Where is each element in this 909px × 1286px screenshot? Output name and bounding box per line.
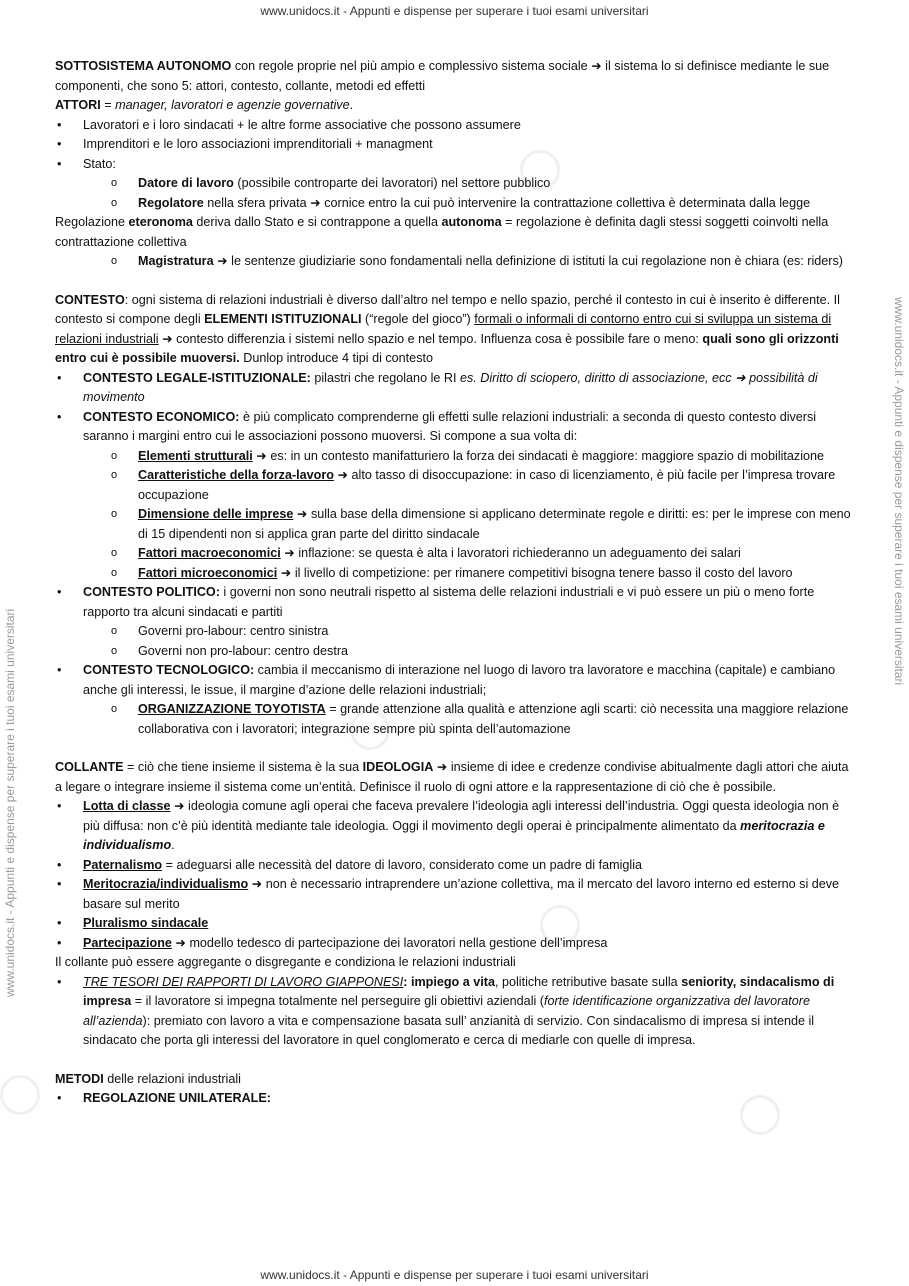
list-item <box>55 856 855 876</box>
term: SOTTOSISTEMA AUTONOMO <box>55 59 232 73</box>
paragraph <box>55 1070 855 1090</box>
text: Dunlop introduce 4 tipi di contesto <box>239 351 433 365</box>
list-item <box>55 447 855 467</box>
text: pilastri che regolano le RI <box>310 370 460 385</box>
list-item <box>55 875 855 914</box>
text: es. Diritto di sciopero, diritto di associazione, ecc ➜ possibilità di movimento <box>83 370 818 404</box>
list-item <box>55 408 855 447</box>
paragraph <box>55 291 855 369</box>
list-item <box>55 466 855 505</box>
term: Magistratura <box>138 254 214 268</box>
text: (possibile controparte dei lavoratori) nel settore pubblico <box>233 176 551 190</box>
list-item <box>55 1089 855 1109</box>
watermark-logo-icon <box>0 1075 40 1115</box>
list-item <box>55 252 855 272</box>
term: Partecipazione <box>83 935 172 950</box>
term: : impiego a vita <box>403 974 495 989</box>
text: ➜ il livello di competizione: per rimanere competitivi bisogna tenere basso il costo del lavoro <box>277 565 793 580</box>
page-header <box>0 4 909 18</box>
term: seniority, sindacalismo di impresa <box>83 974 835 1008</box>
text: i governi non sono neutrali rispetto al sistema delle relazioni industriali e vi può essere un più o meno forte rapporto tra alcuni sindacati e partiti <box>83 585 815 619</box>
list-item <box>55 369 855 408</box>
term: autonoma <box>441 215 502 229</box>
term: CONTESTO <box>55 292 125 307</box>
term: Fattori macroeconomici <box>138 546 281 560</box>
term: quali sono gli orizzonti entro cui è possibile muoversi. <box>55 331 839 365</box>
text: deriva dallo Stato e si contrappone a quella <box>192 215 442 229</box>
text: . <box>171 838 175 852</box>
paragraph <box>55 213 855 252</box>
term: Elementi strutturali <box>138 448 253 463</box>
text: delle relazioni industriali <box>103 1071 241 1086</box>
term: CONTESTO POLITICO: <box>83 585 220 599</box>
text: ➜ le sentenze giudiziarie sono fondamentali nella definizione di istituti la cui regolazione non è chiara (es: riders) <box>213 254 843 268</box>
page-footer <box>0 1268 909 1282</box>
list-item <box>55 700 855 739</box>
text: = il lavoratore si impegna totalmente nel perseguire gli obiettivi aziendali ( <box>131 994 544 1008</box>
list <box>55 252 855 272</box>
text: ➜ alto tasso di disoccupazione: in caso di licenziamento, è più facile per l’impresa trovare occupazione <box>138 468 836 502</box>
text: ➜ contesto differenzia i sistemi nello spazio e nel tempo. Influenza cosa è possibile fare o meno: <box>158 331 703 346</box>
text: ➜ insieme di idee e credenze condivise abitualmente dagli attori che aiuta a legare o integrare insieme il sistema come un’entità. Definisce il ruolo di ogni attore e la rappresentazione di ciò che è possibile. <box>55 760 849 794</box>
term: TRE TESORI DEI RAPPORTI DI LAVORO GIAPPONESI <box>83 974 404 989</box>
text: ➜ es: in un contesto manifatturiero la forza dei sindacati è maggiore: maggiore spazio di mobilitazione <box>252 448 825 463</box>
text: ): premiato con lavoro a vita e compensazione basata sull’ anzianità di servizio. Con sindacalismo di impresa si intende il sindacato che porta gli interessi del lavoratore in quel conglomerato e cerca di mediarle con quelle di impresa. <box>83 1013 815 1047</box>
paragraph <box>55 758 855 797</box>
list <box>55 973 855 1051</box>
term: Regolatore <box>138 195 204 210</box>
text: meritocrazia e individualismo <box>83 818 825 852</box>
list-item: • Stato: <box>55 155 855 175</box>
list-item <box>55 973 855 1051</box>
term: REGOLAZIONE UNILATERALE: <box>83 1091 271 1105</box>
term: Caratteristiche della forza-lavoro <box>138 468 334 482</box>
text: nella sfera privata ➜ cornice entro la cui può intervenire la contrattazione collettiva è determinata dalla legge <box>203 195 811 210</box>
term: ORGANIZZAZIONE TOYOTISTA <box>138 702 326 716</box>
text: = regolazione è definita dagli stessi soggetti coinvolti nella contrattazione collettiva <box>55 215 829 249</box>
list-item: • Imprenditori e le loro associazioni imprenditoriali + managment <box>55 135 855 155</box>
list <box>55 797 855 953</box>
text: ➜ inflazione: se questa è alta i lavoratori richiederanno un adeguamento dei salari <box>280 546 741 560</box>
header-text: www.unidocs.it - Appunti e dispense per superare i tuoi esami universitari <box>260 4 649 18</box>
footer-text: www.unidocs.it - Appunti e dispense per superare i tuoi esami universitari <box>260 1268 649 1282</box>
list-item <box>55 174 855 194</box>
text: : ogni sistema di relazioni industriali è diverso dall’altro nel tempo e nello spazio, perché il contesto in cui è inserito è differente. Il contesto si compone degli <box>55 292 840 326</box>
text: cambia il meccanismo di interazione nel luogo di lavoro tra lavoratore e macchina (capitale) e cambiano anche gli interessi, le issue, il margine d’azione delle relazioni industriali; <box>83 663 836 697</box>
term: COLLANTE <box>55 760 124 774</box>
term: CONTESTO ECONOMICO: <box>83 409 240 424</box>
text: (“regole del gioco”) <box>361 312 475 326</box>
list-item <box>55 661 855 700</box>
paragraph: Il collante può essere aggregante o disgregante e condiziona le relazioni industriali <box>55 955 516 969</box>
list-item <box>55 583 855 622</box>
term: CONTESTO LEGALE-ISTITUZIONALE: <box>83 370 311 385</box>
term: Lotta di classe <box>83 799 171 813</box>
list-item: o Governi non pro-labour: centro destra <box>55 642 855 662</box>
list-item: o Governi pro-labour: centro sinistra <box>55 622 855 642</box>
text: = adeguarsi alle necessità del datore di lavoro, considerato come un padre di famiglia <box>162 857 642 872</box>
side-watermark-left: www.unidocs.it - Appunti e dispense per superare i tuoi esami universitari <box>3 608 17 997</box>
list-item: • Lavoratori e i loro sindacati + le altre forme associative che possono assumere <box>55 116 855 136</box>
text: manager, lavoratori e agenzie governative <box>115 98 350 112</box>
term: Paternalismo <box>83 857 163 872</box>
text: con regole proprie nel più ampio e complessivo sistema sociale ➜ il sistema lo si definisce mediante le sue componenti, che sono 5: attori, contesto, collante, metodi ed effetti <box>55 59 830 93</box>
term: CONTESTO TECNOLOGICO: <box>83 663 255 677</box>
text: ➜ non è necessario intraprendere un’azione collettiva, ma il mercato del lavoro interno ed esterno si deve basare sul merito <box>83 877 840 911</box>
list-item <box>55 914 855 934</box>
term: ATTORI <box>55 98 101 112</box>
list-item <box>55 505 855 544</box>
text: , politiche retributive basate sulla <box>494 974 682 989</box>
list-item <box>55 194 855 214</box>
term: Pluralismo sindacale <box>83 916 209 930</box>
text: formali o informali di contorno entro cui si sviluppa un sistema di relazioni industriali <box>55 312 832 346</box>
term: eteronoma <box>128 215 193 229</box>
list <box>55 369 855 740</box>
list <box>55 1089 855 1109</box>
list-item <box>55 544 855 564</box>
term: Datore di lavoro <box>138 176 234 190</box>
paragraph <box>55 96 855 116</box>
list-item <box>55 797 855 856</box>
term: IDEOLOGIA <box>362 760 434 774</box>
text: ➜ ideologia comune agli operai che faceva prevalere l’ideologia agli interessi dell’industria. Oggi questa ideologia non è più diffusa: non c’è più identità mediante tale ideologia. Oggi il movimento degli operai è principalmente alimentato da <box>83 799 840 833</box>
text: = ciò che tiene insieme il sistema è la sua <box>123 760 363 774</box>
list-item <box>55 934 855 954</box>
text: = grande attenzione alla qualità e attenzione agli scarti: ciò necessita una maggiore relazione collaborativa con i lavoratori; integrazione sempre più spinta dell’automazione <box>138 702 849 736</box>
term: METODI <box>55 1071 104 1086</box>
term: Dimensione delle imprese <box>138 507 294 521</box>
list <box>55 116 855 214</box>
term: ELEMENTI ISTITUZIONALI <box>204 312 362 326</box>
text: forte identificazione organizzativa del lavoratore all’azienda <box>83 994 811 1028</box>
term: Meritocrazia/individualismo <box>83 877 249 891</box>
text: . <box>349 98 354 112</box>
list-item <box>55 564 855 584</box>
text: Regolazione <box>55 215 129 229</box>
term: Fattori microeconomici <box>138 565 278 580</box>
paragraph <box>55 57 855 96</box>
text: ➜ sulla base della dimensione si applicano determinate regole e diritti: es: per le imprese con meno di 15 dipendenti non si applica gran parte del diritto sindacale <box>138 507 851 541</box>
text: = <box>100 98 116 112</box>
document-body <box>55 57 855 1109</box>
side-watermark-right: www.unidocs.it - Appunti e dispense per superare i tuoi esami universitari <box>892 297 906 686</box>
text: è più complicato comprenderne gli effetti sulle relazioni industriali: a seconda di questo contesto diversi saranno i margini entro cui le associazioni possono muoversi. Si compone a sua volta di: <box>83 409 817 443</box>
text: ➜ modello tedesco di partecipazione dei lavoratori nella gestione dell’impresa <box>171 935 608 950</box>
